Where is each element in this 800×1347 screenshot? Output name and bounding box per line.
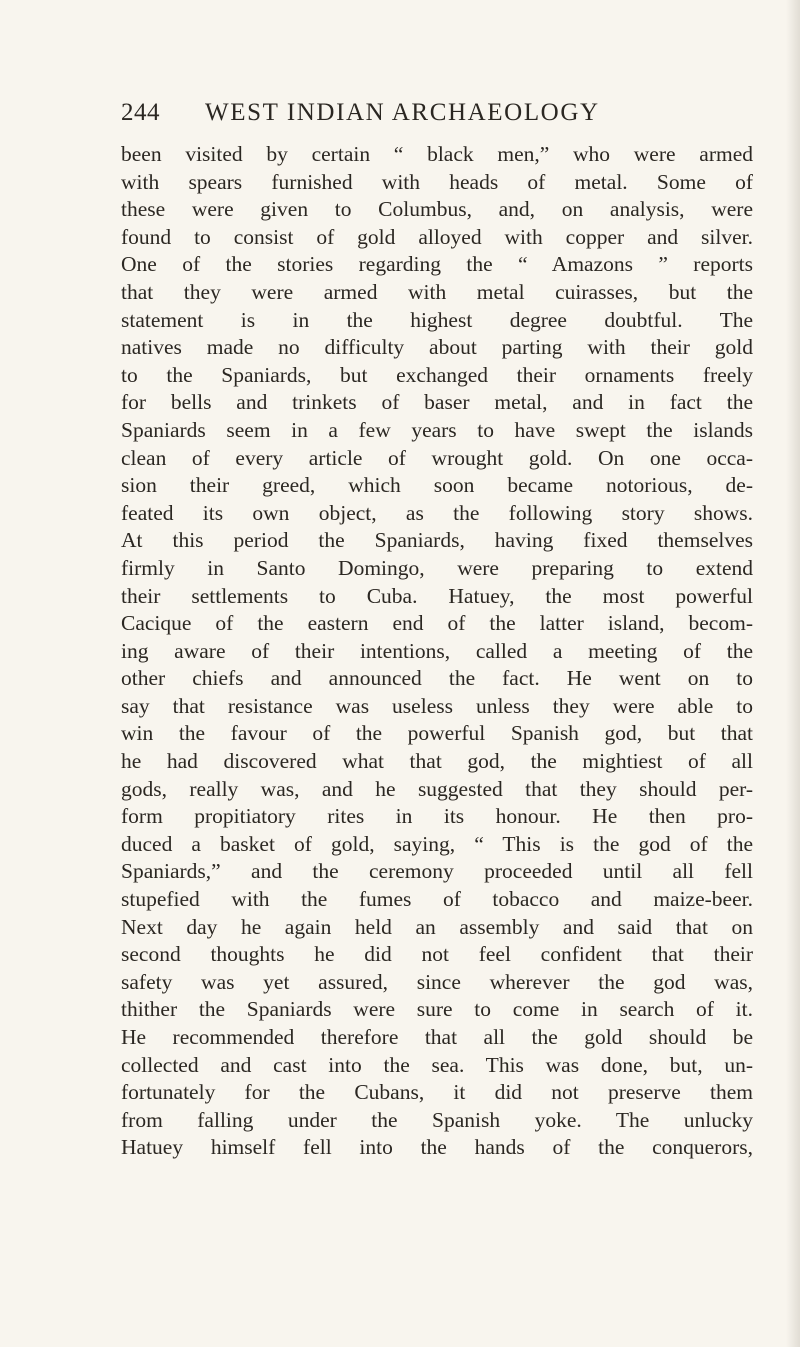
text-line: with spears furnished with heads of metal. Some of — [121, 169, 753, 194]
page-edge-shadow — [786, 0, 800, 1347]
text-line: Hatuey himself fell into the hands of the conquerors, — [121, 1135, 753, 1160]
text-line: these were given to Columbus, and, on analysis, were — [121, 197, 753, 222]
text-line: say that resistance was useless unless they were able to — [121, 693, 753, 718]
text-line: statement is in the highest degree doubtful. The — [121, 307, 753, 332]
text-line: other chiefs and announced the fact. He went on to — [121, 666, 753, 691]
text-line: second thoughts he did not feel confident that their — [121, 942, 753, 967]
text-line: he had discovered what that god, the mightiest of all — [121, 749, 753, 774]
text-line: thither the Spaniards were sure to come in search of it. — [121, 997, 753, 1022]
body-text — [121, 141, 753, 1162]
text-line: ing aware of their intentions, called a meeting of the — [121, 638, 753, 663]
text-line: to the Spaniards, but exchanged their ornaments freely — [121, 362, 753, 387]
page-number: 244 — [121, 99, 160, 126]
text-line: win the favour of the powerful Spanish god, but that — [121, 721, 753, 746]
text-line: been visited by certain “ black men,” who were armed — [121, 142, 753, 166]
text-line: form propitiatory rites in its honour. He then pro- — [121, 804, 753, 829]
text-line: safety was yet assured, since wherever the god was, — [121, 969, 753, 994]
text-line: feated its own object, as the following story shows. — [121, 500, 753, 525]
text-line: collected and cast into the sea. This was done, but, un- — [121, 1052, 753, 1077]
text-line: that they were armed with metal cuirasses, but the — [121, 279, 753, 304]
text-line: gods, really was, and he suggested that they should per- — [121, 776, 753, 801]
text-line: clean of every article of wrought gold. On one occa- — [121, 445, 753, 470]
text-line: Spaniards seem in a few years to have swept the islands — [121, 417, 753, 442]
text-line: their settlements to Cuba. Hatuey, the most powerful — [121, 583, 753, 608]
text-line: One of the stories regarding the “ Amazons ” reports — [121, 252, 753, 277]
text-line: Next day he again held an assembly and said that on — [121, 914, 753, 939]
page-header — [121, 99, 741, 133]
text-line: Cacique of the eastern end of the latter island, becom- — [121, 611, 753, 636]
text-line: from falling under the Spanish yoke. The unlucky — [121, 1107, 753, 1132]
text-line: found to consist of gold alloyed with copper and silver. — [121, 224, 753, 249]
text-line: stupefied with the fumes of tobacco and maize-beer. — [121, 887, 753, 912]
text-line: sion their greed, which soon became notorious, de- — [121, 473, 753, 498]
text-line: firmly in Santo Domingo, were preparing to extend — [121, 555, 753, 580]
running-head: WEST INDIAN ARCHAEOLOGY — [205, 99, 600, 126]
text-line: fortunately for the Cubans, it did not preserve them — [121, 1080, 753, 1105]
text-line: natives made no difficulty about parting with their gold — [121, 335, 753, 360]
text-line: Spaniards,” and the ceremony proceeded until all fell — [121, 859, 753, 884]
text-line: duced a basket of gold, saying, “ This is the god of the — [121, 831, 753, 856]
text-line: for bells and trinkets of baser metal, and in fact the — [121, 390, 753, 415]
text-line: At this period the Spaniards, having fixed themselves — [121, 528, 753, 553]
text-line: He recommended therefore that all the gold should be — [121, 1025, 753, 1049]
